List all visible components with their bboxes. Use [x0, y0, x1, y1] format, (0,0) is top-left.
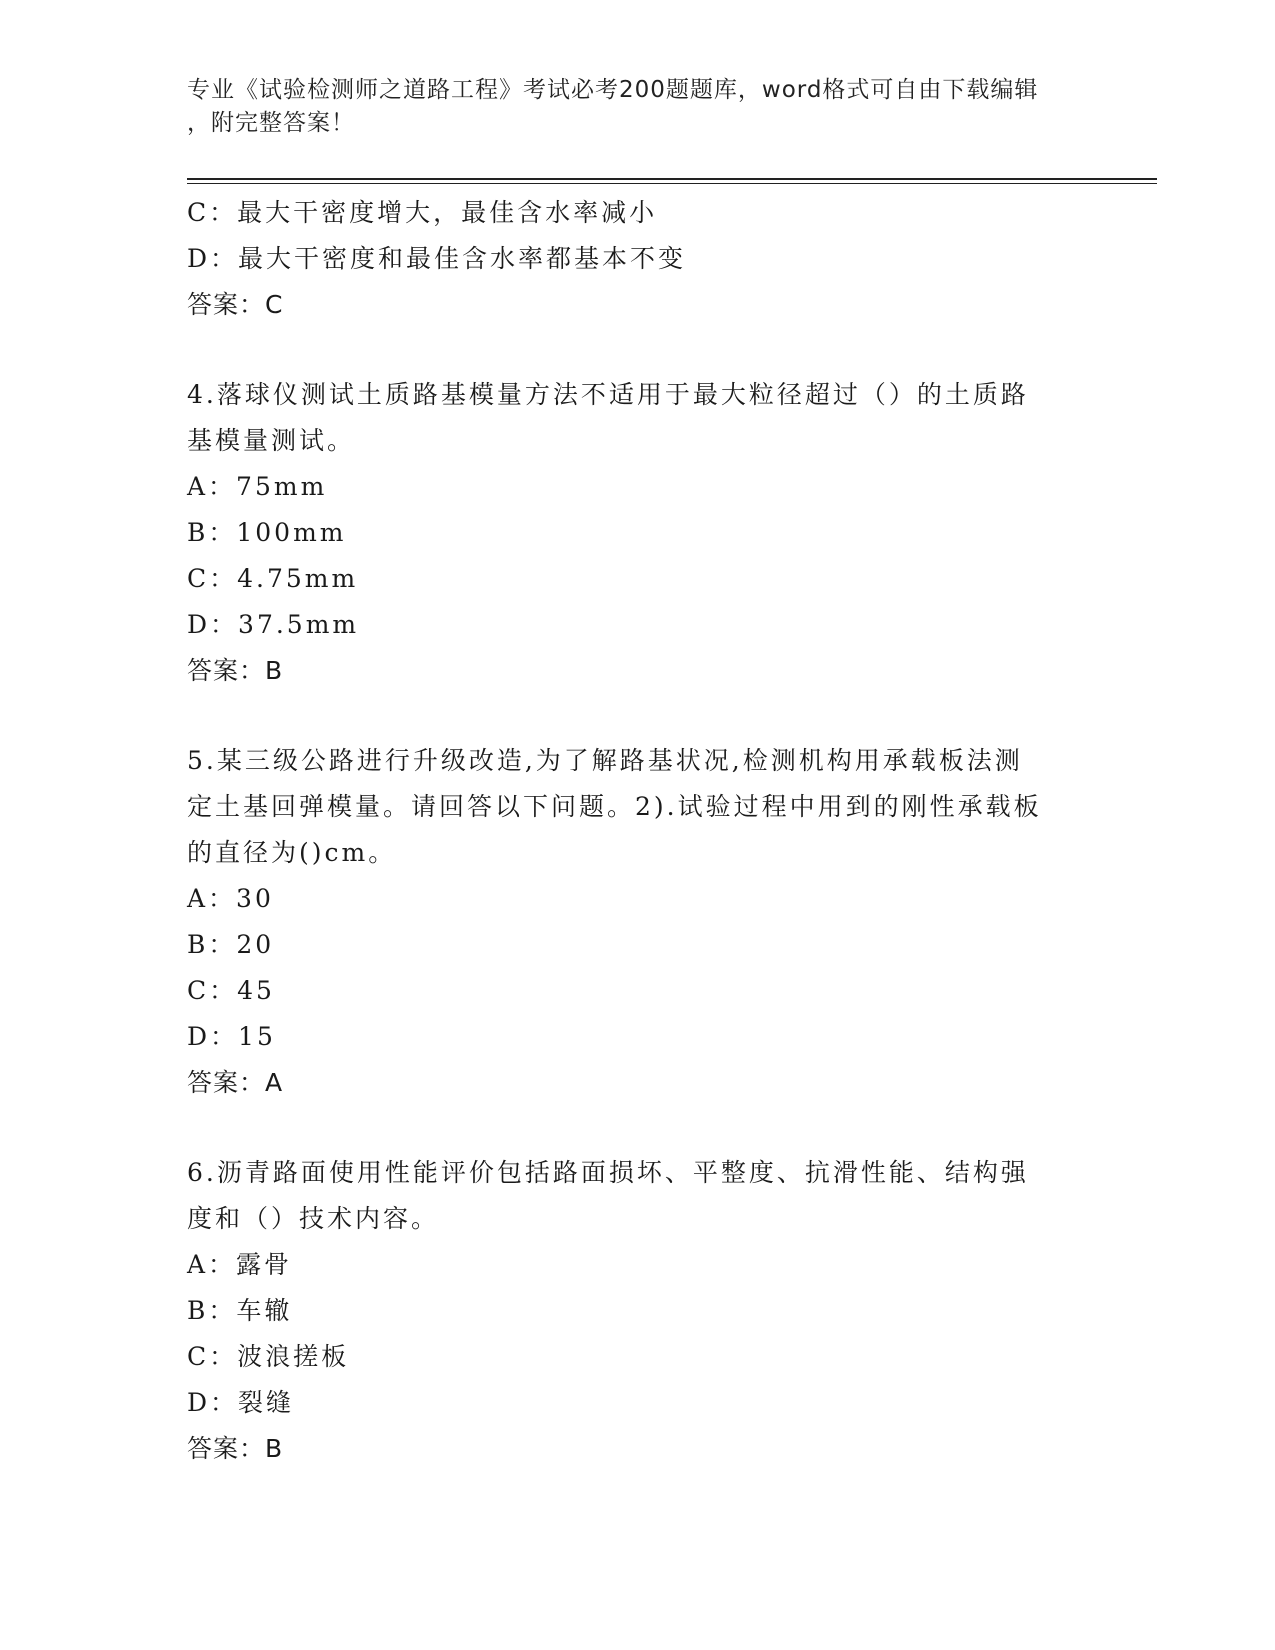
answer-line: 答案：B: [187, 656, 284, 685]
answer-line: 答案：B: [187, 1434, 284, 1463]
option-d: D：15: [187, 1022, 276, 1051]
option-c: C：最大干密度增大，最佳含水率减小: [187, 198, 658, 227]
option-a: A：30: [187, 884, 274, 913]
document-header: [187, 74, 1067, 140]
question-text-line: 4.落球仪测试土质路基模量方法不适用于最大粒径超过（）的土质路: [187, 380, 1029, 409]
question-text-line: 度和（）技术内容。: [187, 1204, 440, 1233]
option-c: C：4.75mm: [187, 564, 359, 593]
question-6: [187, 1150, 1087, 1472]
question-text-line: 定土基回弹模量。请回答以下问题。2).试验过程中用到的刚性承载板: [187, 792, 1042, 821]
question-4: [187, 372, 1087, 694]
question-text-line: 6.沥青路面使用性能评价包括路面损坏、平整度、抗滑性能、结构强: [187, 1158, 1029, 1187]
header-rule-thick: [187, 178, 1157, 180]
option-a: A：露骨: [187, 1250, 293, 1279]
answer-line: 答案：C: [187, 290, 284, 319]
question-text-line: 的直径为()cm。: [187, 838, 397, 867]
question-text-line: 基模量测试。: [187, 426, 356, 455]
question-5: [187, 738, 1087, 1106]
header-line-2: ，附完整答案！: [187, 110, 355, 136]
question-content: [187, 190, 1087, 1472]
option-b: B：100mm: [187, 518, 347, 547]
spacer: [187, 694, 1087, 738]
option-c: C：波浪搓板: [187, 1342, 350, 1371]
option-b: B：20: [187, 930, 275, 959]
option-d: D：37.5mm: [187, 610, 360, 639]
option-a: A：75mm: [187, 472, 328, 501]
spacer: [187, 1106, 1087, 1150]
spacer: [187, 328, 1087, 372]
header-line-1: 专业《试验检测师之道路工程》考试必考200题题库，word格式可自由下载编辑: [187, 77, 1039, 103]
option-c: C：45: [187, 976, 275, 1005]
option-b: B：车辙: [187, 1296, 293, 1325]
option-d: D：裂缝: [187, 1388, 295, 1417]
question-text-line: 5.某三级公路进行升级改造,为了解路基状况,检测机构用承载板法测: [187, 746, 1023, 775]
answer-line: 答案：A: [187, 1068, 284, 1097]
header-rule-thin: [187, 183, 1157, 184]
option-d: D：最大干密度和最佳含水率都基本不变: [187, 244, 687, 273]
question-3-continued: [187, 190, 1087, 328]
